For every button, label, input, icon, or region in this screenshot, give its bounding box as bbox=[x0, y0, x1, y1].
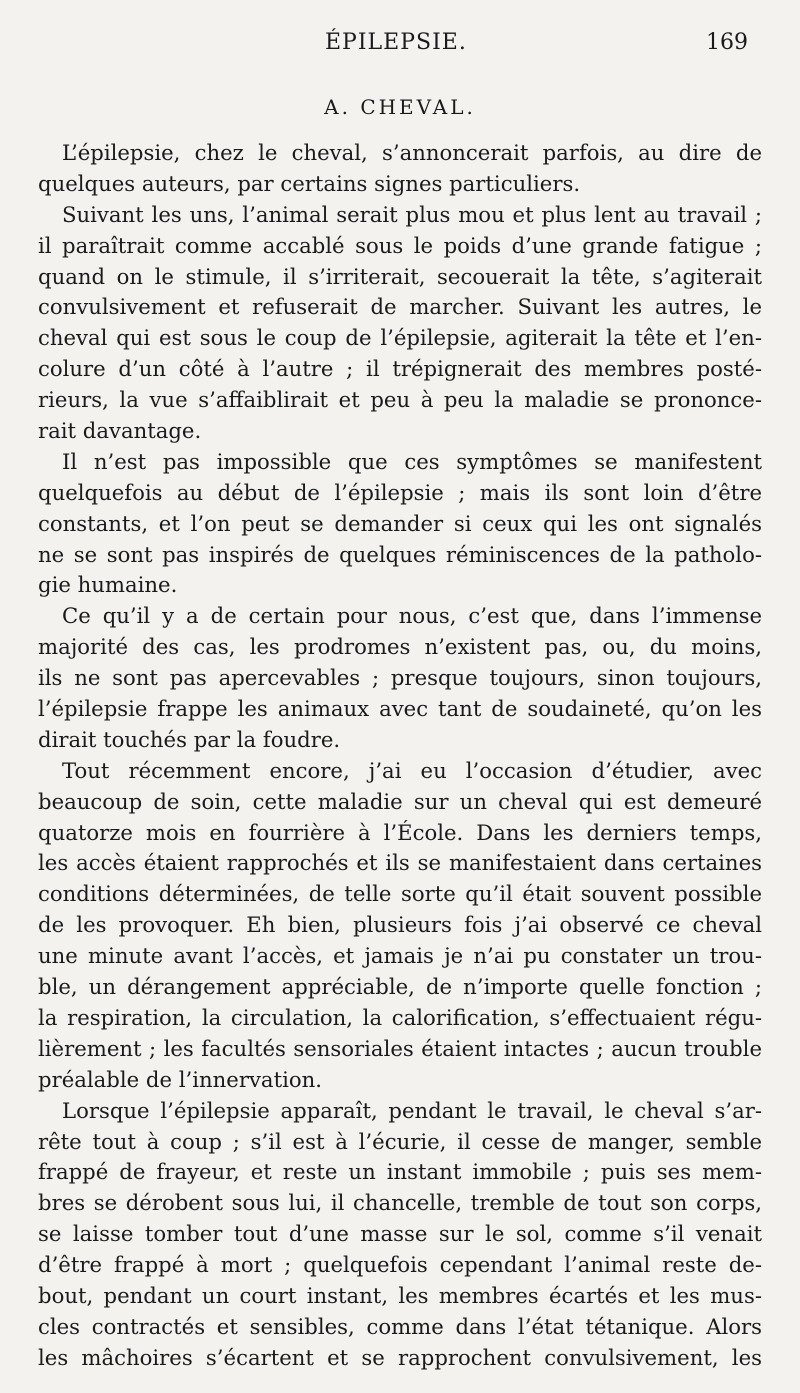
text-line: beaucoup de soin, cette maladie sur un cheval qui est demeuré bbox=[38, 788, 762, 814]
text-line: conditions déterminées, de telle sorte qu’il était souvent possible bbox=[38, 881, 762, 907]
text-line: ils ne sont pas apercevables ; presque toujours, sinon toujours, bbox=[38, 665, 762, 691]
text-line: de les provoquer. Eh bien, plusieurs fois j’ai observé ce cheval bbox=[38, 912, 762, 938]
text-line: Il n’est pas impossible que ces symptômes se manifestent bbox=[62, 448, 762, 474]
text-line: Suivant les uns, l’animal serait plus mou et plus lent au travail ; bbox=[62, 201, 762, 227]
text-line: rait davantage. bbox=[38, 418, 202, 444]
text-line: bout, pendant un court instant, les membres écartés et les mus- bbox=[38, 1282, 762, 1308]
text-line: Ce qu’il y a de certain pour nous, c’est que, dans l’immense bbox=[62, 603, 762, 629]
text-line: une minute avant l’accès, et jamais je n’ai pu constater un trou- bbox=[38, 943, 762, 969]
text-line: il paraîtrait comme accablé sous le poids d’une grande fatigue ; bbox=[38, 232, 762, 258]
text-line: quand on le stimule, il s’irriterait, secouerait la tête, s’agiterait bbox=[38, 263, 762, 289]
text-line: majorité des cas, les prodromes n’existent pas, ou, du moins, bbox=[38, 634, 762, 660]
text-line: dirait touchés par la foudre. bbox=[38, 726, 341, 752]
text-line: rieurs, la vue s’affaiblirait et peu à peu la maladie se prononce- bbox=[38, 387, 762, 413]
running-title: ÉPILEPSIE. bbox=[325, 30, 467, 55]
text-line: L’épilepsie, chez le cheval, s’annoncerait parfois, au dire de bbox=[62, 140, 762, 165]
text-line: gie humaine. bbox=[38, 572, 178, 598]
text-line: cheval qui est sous le coup de l’épilepsie, agiterait la tête et l’en- bbox=[38, 325, 762, 351]
text-line: d’être frappé à mort ; quelquefois cependant l’animal reste de- bbox=[38, 1252, 762, 1278]
text-line: constants, et l’on peut se demander si ceux qui les ont signalés bbox=[38, 510, 762, 536]
text-line: Lorsque l’épilepsie apparaît, pendant le travail, le cheval s’ar- bbox=[62, 1097, 762, 1123]
text-line: rête tout à coup ; s’il est à l’écurie, il cesse de manger, semble bbox=[38, 1128, 762, 1154]
section-heading: A. CHEVAL. bbox=[324, 95, 476, 119]
body-text bbox=[38, 138, 762, 1374]
text-line: quatorze mois en fourrière à l’École. Dans les derniers temps, bbox=[38, 819, 762, 845]
running-head bbox=[0, 30, 800, 62]
text-line: ne se sont pas inspirés de quelques réminiscences de la patholo- bbox=[38, 541, 762, 567]
text-line: colure d’un côté à l’autre ; il trépignerait des membres posté- bbox=[38, 356, 762, 382]
text-line: se laisse tomber tout d’une masse sur le sol, comme s’il venait bbox=[38, 1221, 762, 1247]
text-line: Tout récemment encore, j’ai eu l’occasion d’étudier, avec bbox=[62, 757, 762, 783]
text-line: convulsivement et refuserait de marcher. Suivant les autres, le bbox=[38, 294, 762, 320]
text-line: bres se dérobent sous lui, il chancelle, tremble de tout son corps, bbox=[38, 1190, 762, 1216]
text-line: l’épilepsie frappe les animaux avec tant de soudaineté, qu’on les bbox=[38, 696, 762, 722]
text-line: frappé de frayeur, et reste un instant immobile ; puis ses mem- bbox=[38, 1159, 762, 1185]
text-line: préalable de l’innervation. bbox=[38, 1066, 322, 1092]
text-line: quelques auteurs, par certains signes particuliers. bbox=[38, 170, 581, 196]
text-line: les accès étaient rapprochés et ils se manifestaient dans certaines bbox=[38, 850, 762, 876]
text-line: cles contractés et sensibles, comme dans l’état tétanique. Alors bbox=[38, 1313, 762, 1339]
text-line: ble, un dérangement appréciable, de n’importe quelle fonction ; bbox=[38, 974, 762, 1000]
page-number: 169 bbox=[706, 30, 748, 55]
text-line: la respiration, la circulation, la calorification, s’effectuaient régu- bbox=[38, 1004, 762, 1030]
text-line: lièrement ; les facultés sensoriales étaient intactes ; aucun trouble bbox=[38, 1035, 762, 1061]
text-line: quelquefois au début de l’épilepsie ; mais ils sont loin d’être bbox=[38, 479, 762, 505]
text-line: les mâchoires s’écartent et se rapprochent convulsivement, les bbox=[38, 1344, 762, 1370]
